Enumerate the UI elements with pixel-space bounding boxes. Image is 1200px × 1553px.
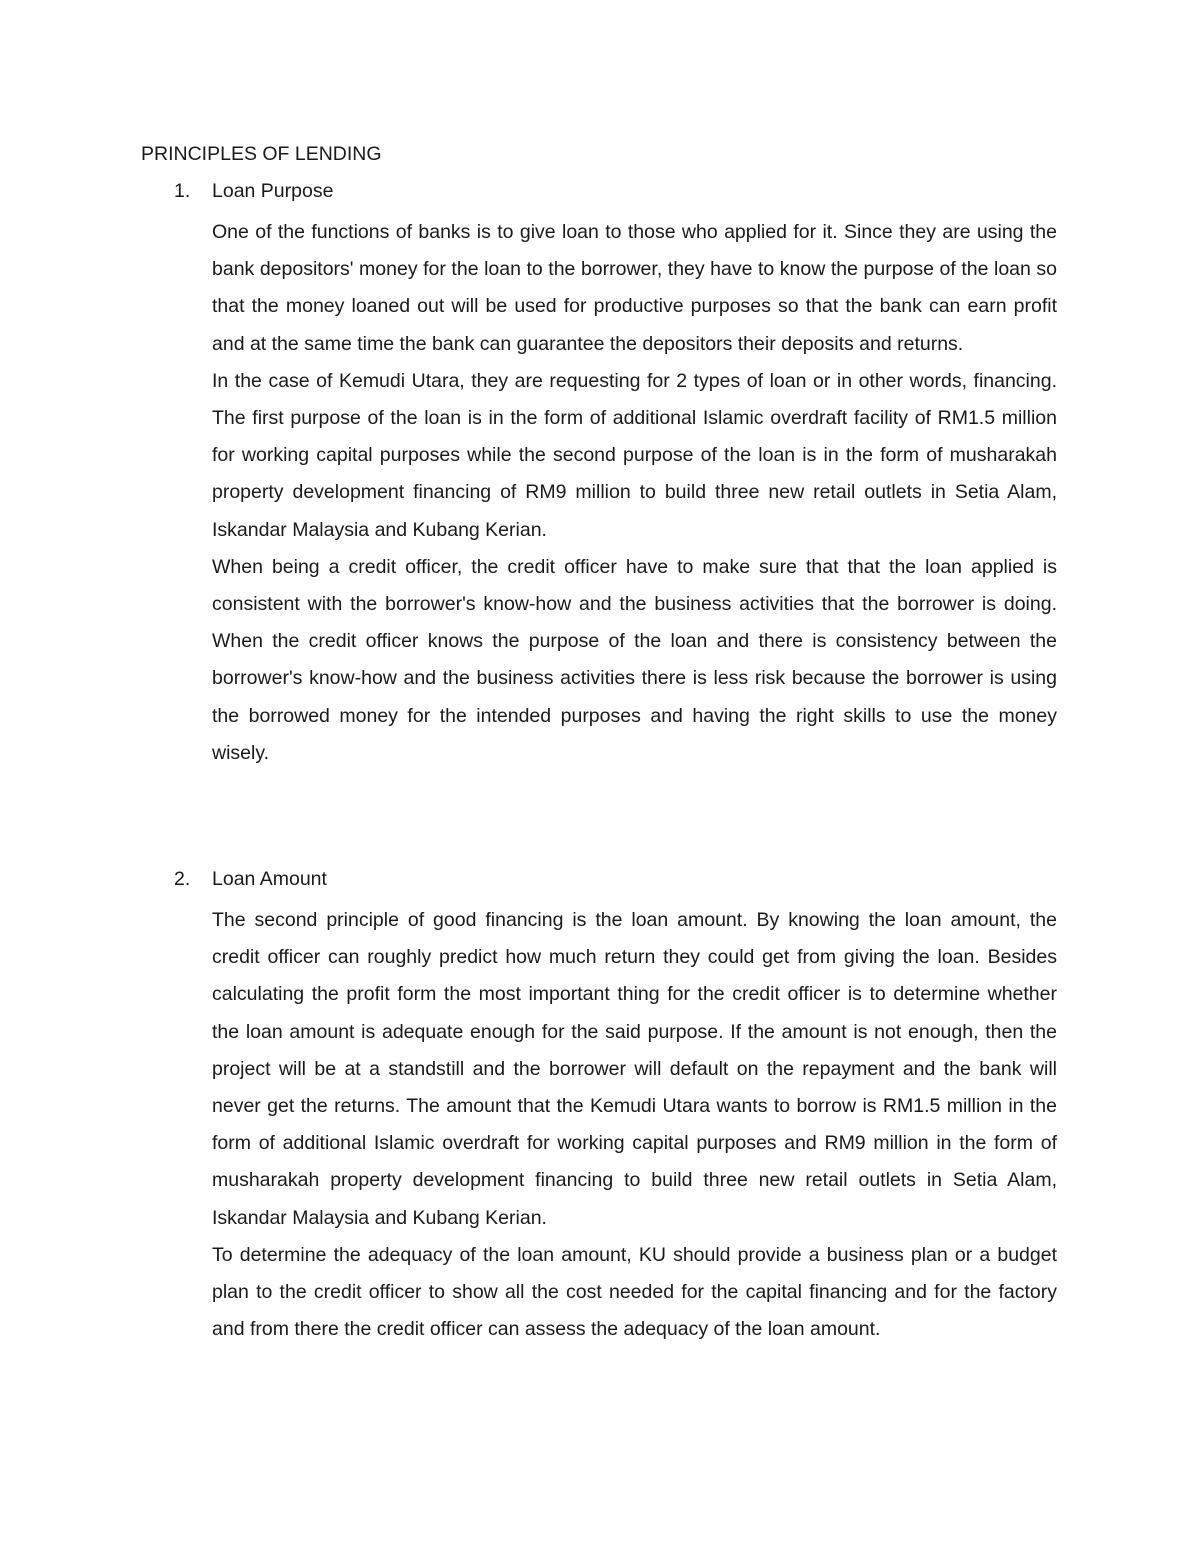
- section-heading: [141, 865, 1057, 893]
- section-title: Loan Purpose: [212, 180, 334, 202]
- paragraph: The second principle of good financing is the loan amount. By knowing the loan amount, the credit officer can roughly predict how much return they could get from giving the loan. Besides calculating the profit form the most important thing for the credit officer is to determine whether the loan amount is adequate enough for the said purpose. If the amount is not enough, then the project will be at a standstill and the borrower will default on the repayment and the bank will never get the returns. The amount that the Kemudi Utara wants to borrow is RM1.5 million in the form of additional Islamic overdraft for working capital purposes and RM9 million in the form of musharakah property development financing to build three new retail outlets in Setia Alam, Iskandar Malaysia and Kubang Kerian.: [212, 909, 1057, 1229]
- section-title: Loan Amount: [212, 868, 327, 890]
- paragraph: When being a credit officer, the credit officer have to make sure that that the loan applied is consistent with the borrower's know-how and the business activities that the borrower is doing. When the credit officer knows the purpose of the loan and there is consistency between the borrower's know-how and the business activities there is less risk because the borrower is using the borrowed money for the intended purposes and having the right skills to use the money wisely.: [212, 555, 1057, 764]
- paragraph: In the case of Kemudi Utara, they are requesting for 2 types of loan or in other words, financing. The first purpose of the loan is in the form of additional Islamic overdraft facility of RM1.5 million for working capital purposes while the second purpose of the loan is in the form of musharakah property development financing of RM9 million to build three new retail outlets in Setia Alam, Iskandar Malaysia and Kubang Kerian.: [212, 369, 1057, 541]
- section-number: 1.: [174, 180, 191, 202]
- paragraph: To determine the adequacy of the loan amount, KU should provide a business plan or a budget plan to the credit officer to show all the cost needed for the capital financing and for the factory and from there the credit officer can assess the adequacy of the loan amount.: [212, 1243, 1057, 1341]
- section-loan-purpose: [141, 177, 1057, 772]
- paragraph: One of the functions of banks is to give loan to those who applied for it. Since they are using the bank depositors' money for the loan to the borrower, they have to know the purpose of the loan so that the money loaned out will be used for productive purposes so that the bank can earn profit and at the same time the bank can guarantee the depositors their deposits and returns.: [212, 221, 1057, 355]
- section-heading: [141, 177, 1057, 205]
- section-loan-amount: [141, 865, 1057, 1348]
- section-number: 2.: [174, 868, 191, 890]
- document-title: PRINCIPLES OF LENDING: [141, 143, 382, 165]
